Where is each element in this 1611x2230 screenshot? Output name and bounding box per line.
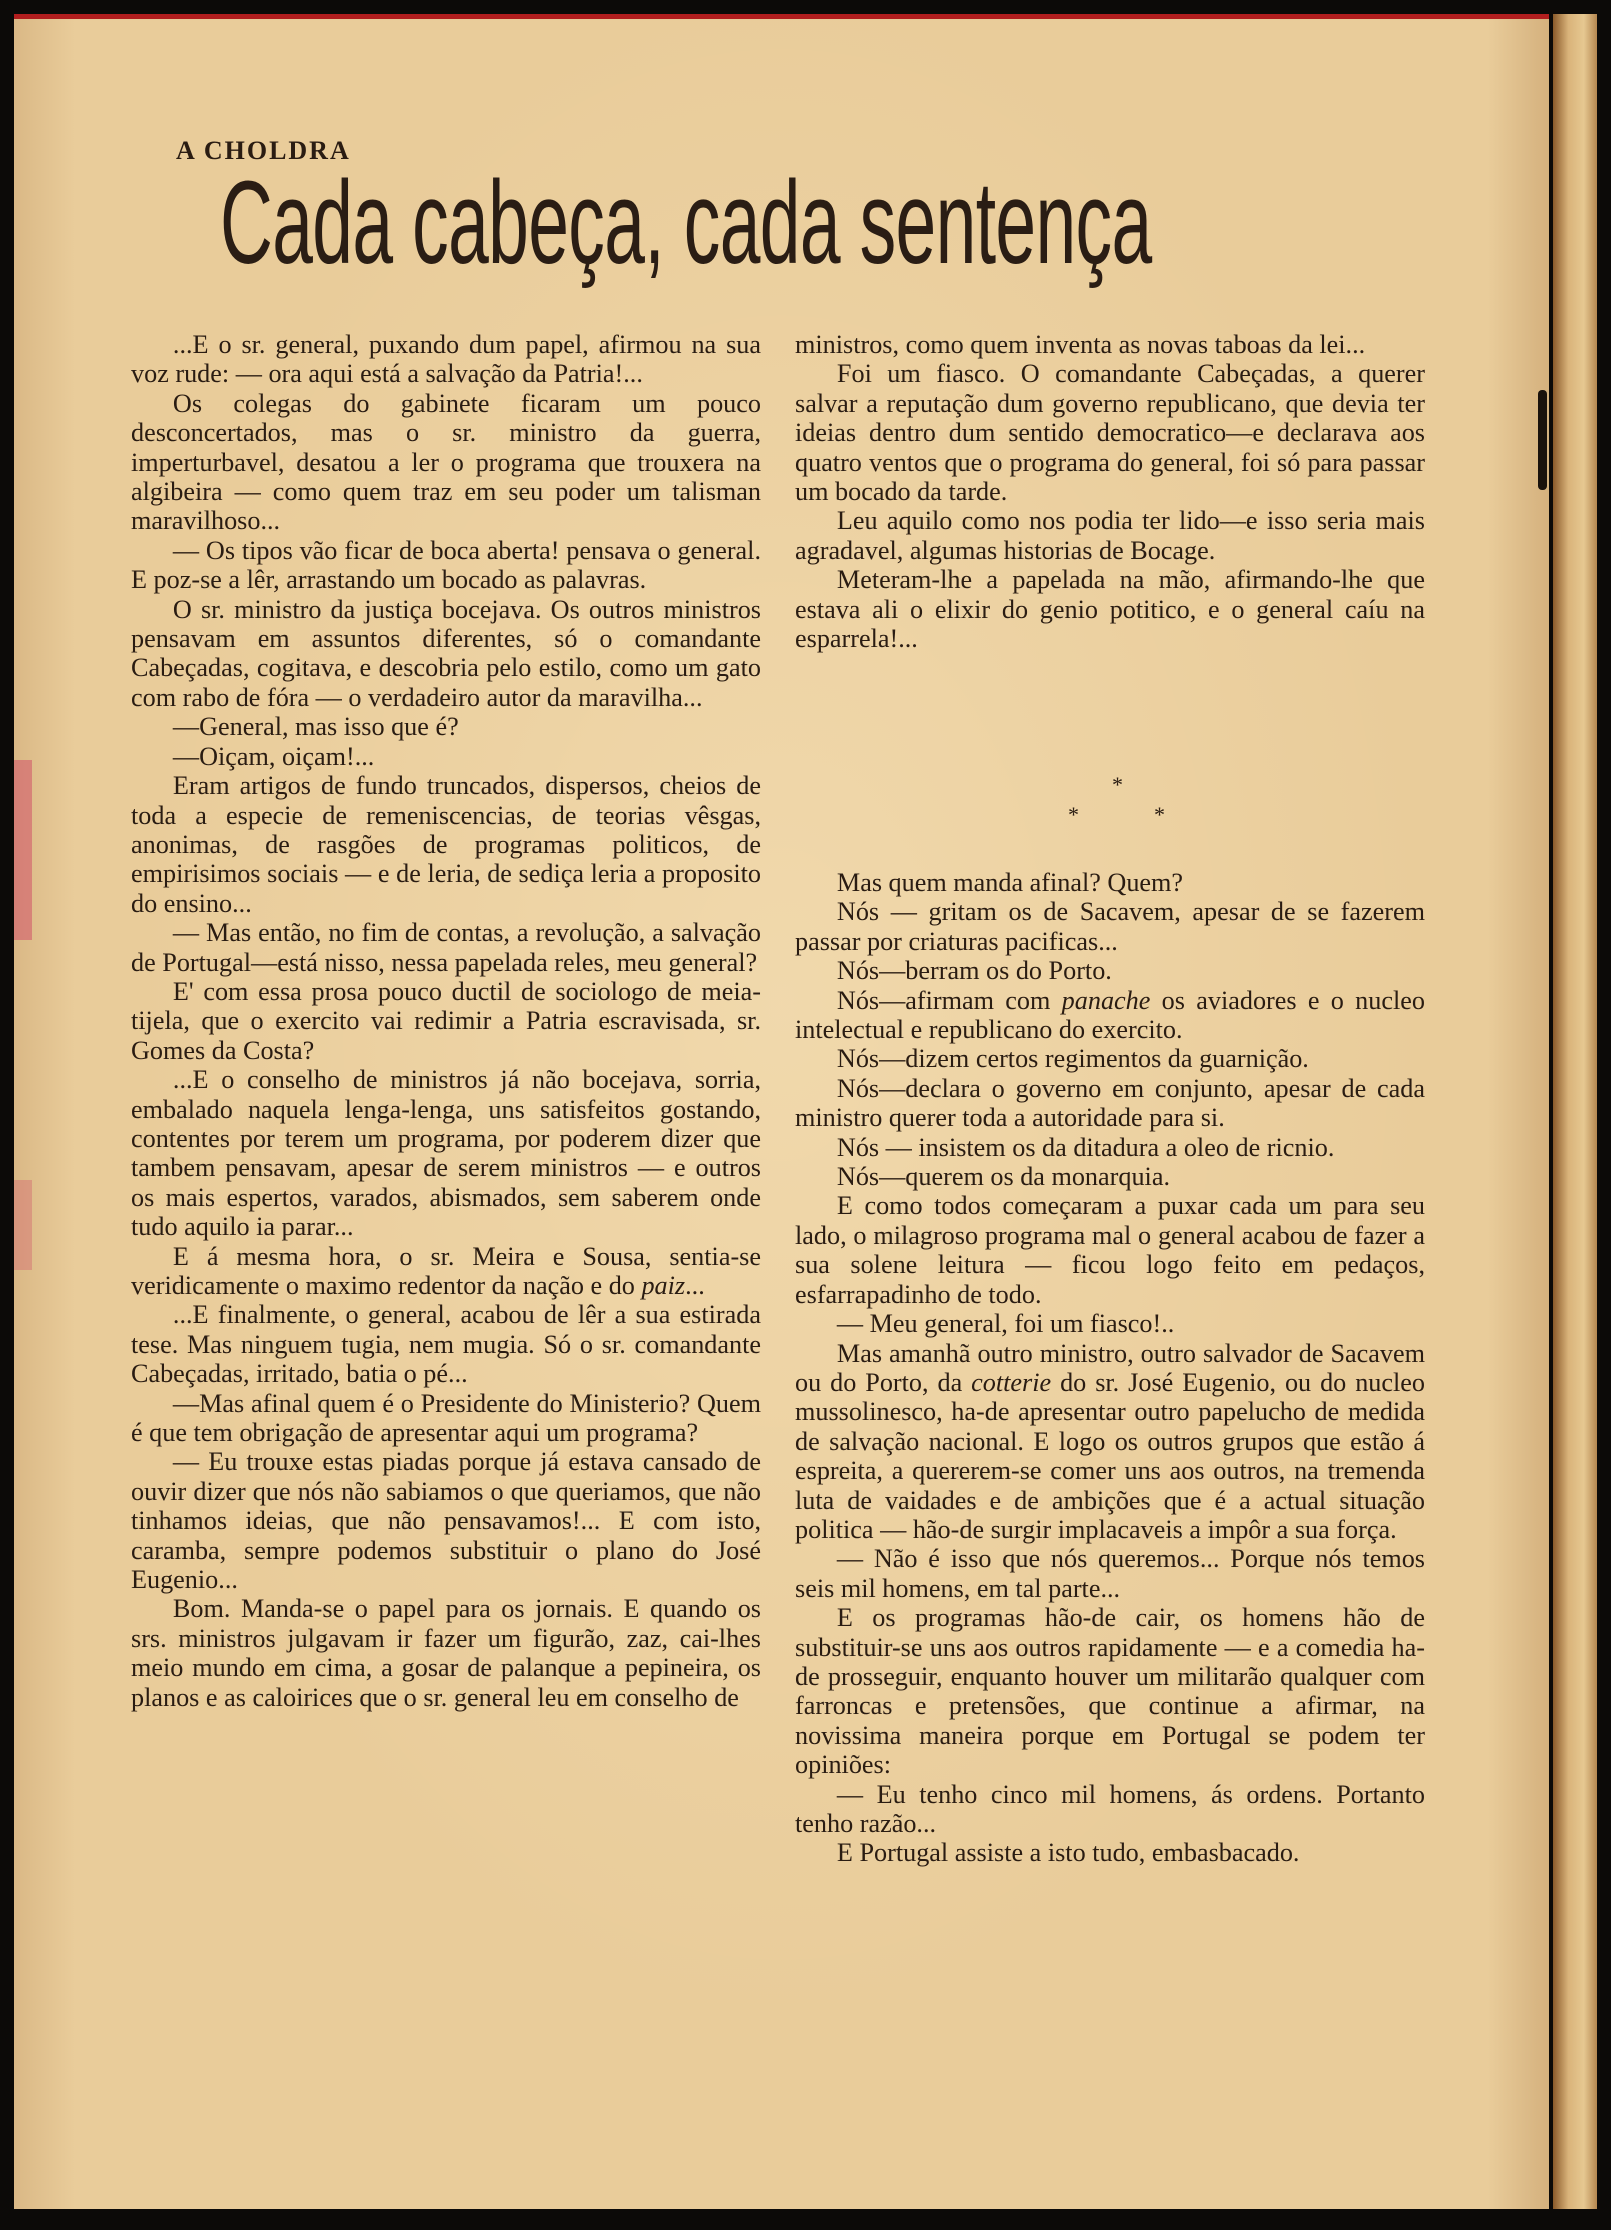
paragraph: Meteram-lhe a papelada na mão, afirmando-lhe que estava ali o elixir do genio potitico, e o general caíu na esparrela!...: [795, 565, 1425, 654]
paragraph: — Eu trouxe estas piadas porque já estava cansado de ouvir dizer que nós não sabiamos o que queriamos, que não tinhamos ideias, que não pensavamos!... E com isto, caramba, sempre podemos substituir o plano do José Eugenio...: [131, 1447, 761, 1595]
paragraph: E como todos começaram a puxar cada um para seu lado, o milagroso programa mal o general acabou de fazer a sua solene leitura — ficou logo feito em pedaços, esfarrapadinho de todo.: [795, 1191, 1425, 1309]
paragraph: Eram artigos de fundo truncados, dispersos, cheios de toda a especie de remeniscencias, de teorias vêsgas, anonimas, de rasgões de programas politicos, de empirisimos sociais — e de leria, de sediça leria a proposito do ensino...: [131, 771, 761, 918]
paragraph: — Os tipos vão ficar de boca aberta! pensava o general. E poz-se a lêr, arrastando um bocado as palavras.: [131, 535, 761, 595]
paragraph: — Meu general, foi um fiasco!..: [836, 1309, 1175, 1339]
red-ink-stain: [14, 760, 32, 940]
paragraph: Nós — insistem os da ditadura a oleo de ricnio.: [836, 1132, 1335, 1162]
paragraph: Mas quem manda afinal? Quem?: [836, 868, 1184, 897]
paragraph: —Oiçam, oiçam!...: [172, 741, 375, 771]
separator-star: *: [1068, 802, 1079, 827]
paragraph: — Eu tenho cinco mil homens, ás ordens. Portanto tenho razão...: [795, 1779, 1425, 1838]
paragraph: E Portugal assiste a isto tudo, embasbacado.: [836, 1838, 1300, 1868]
paragraph: Os colegas do gabinete ficaram um pouco desconcertados, mas o sr. ministro da guerra, imperturbavel, desatou a ler o programa que trouxera na algibeira — como quem traz em seu poder um talisman maravilhoso...: [131, 388, 761, 536]
paragraph: Mas amanhã outro ministro, outro salvador de Sacavem ou do Porto, da cotterie do sr. José Eugenio, ou do nucleo mussolinesco, ha-de apresentar outro papelucho de medida de salvação nacional. E logo os outros grupos que estão á espreita, a quererem-se comer uns aos outros, na tremenda luta de vaidades e de ambições que é a actual situação politica — hão-de surgir implacaveis a impôr a sua força.: [795, 1338, 1426, 1544]
paragraph: Foi um fiasco. O comandante Cabeçadas, a querer salvar a reputação dum governo republicano, que devia ter ideias dentro dum sentido democratico—e declarava aos quatro ventos que o programa do general, foi só para passar um bocado da tarde.: [795, 359, 1425, 507]
paragraph: —Mas afinal quem é o Presidente do Ministerio? Quem é que tem obrigação de apresentar aqui um programa?: [131, 1388, 761, 1448]
paragraph: — Não é isso que nós queremos... Porque nós temos seis mil homens, em tal parte...: [795, 1544, 1425, 1603]
paragraph: Nós—querem os da monarquia.: [836, 1162, 1170, 1192]
section-separator: [1050, 772, 1190, 832]
paragraph: ...E o sr. general, puxando dum papel, afirmou na sua voz rude: — ora aqui está a salvação da Patria!...: [131, 330, 761, 389]
paragraph: — Mas então, no fim de contas, a revolução, a salvação de Portugal—está nisso, nessa papelada reles, meu general?: [131, 918, 761, 977]
paragraph: ...E finalmente, o general, acabou de lêr a sua estirada tese. Mas ninguem tugia, nem mugia. Só o sr. comandante Cabeçadas, irritado, batia o pé...: [131, 1300, 761, 1389]
paragraph: Nós — gritam os de Sacavem, apesar de se fazerem passar por criaturas pacificas...: [795, 897, 1425, 956]
paragraph: E os programas hão-de cair, os homens hão de substituir-se uns aos outros rapidamente — e a comedia ha-de prosseguir, enquanto houver um militarão qualquer com farroncas e pretensões, que continue a afirmar, na novissima maneira porque em Portugal se podem ter opiniões:: [795, 1603, 1425, 1780]
adjacent-page-edge: [1553, 14, 1597, 2209]
paragraph: Leu aquilo como nos podia ter lido—e isso seria mais agradavel, algumas historias de Bocage.: [795, 506, 1425, 565]
paragraph: —General, mas isso que é?: [172, 712, 459, 742]
separator-star: *: [1112, 772, 1123, 797]
paragraph: E' com essa prosa pouco ductil de sociologo de meia-tijela, que o exercito vai redimir a Patria escravisada, sr. Gomes da Costa?: [131, 976, 761, 1065]
article-title: Cada cabeça, cada sentença: [220, 157, 1152, 289]
paragraph: O sr. ministro da justiça bocejava. Os outros ministros pensavam em assuntos diferentes, só o comandante Cabeçadas, cogitava, e descobria pelo estilo, como um gato com rabo de fóra — o verdadeiro autor da maravilha...: [131, 594, 761, 712]
left-column: [131, 330, 761, 1712]
running-title: A CHOLDRA: [176, 136, 351, 165]
separator-star: *: [1154, 802, 1165, 827]
ink-blot: [1538, 390, 1547, 490]
paragraph: Nós—declara o governo em conjunto, apesar de cada ministro querer toda a autoridade para si.: [795, 1073, 1425, 1133]
right-column-top: [795, 330, 1425, 653]
paragraph: E á mesma hora, o sr. Meira e Sousa, sentia-se veridicamente o maximo redentor da nação e do paiz...: [131, 1241, 761, 1300]
paragraph: Nós—dizem certos regimentos da guarnição.: [836, 1044, 1309, 1074]
paragraph: ...E o conselho de ministros já não bocejava, sorria, embalado naquela lenga-lenga, uns satisfeitos gostando, contentes por terem um programa, por poderem dizer que tambem pensavam, apesar de serem ministros — e outros os mais espertos, varados, abismados, sem saberem onde tudo aquilo ia parar...: [131, 1065, 761, 1242]
paragraph: Bom. Manda-se o papel para os jornais. E quando os srs. ministros julgavam ir fazer um figurão, zaz, cai-lhes meio mundo em cima, a gosar de palanque a pepineira, os planos e as caloirices que o sr. general leu em conselho de: [131, 1594, 761, 1712]
paragraph: Nós—afirmam com panache os aviadores e o nucleo intelectual e republicano do exercito.: [795, 985, 1425, 1045]
red-ink-stain: [14, 1180, 32, 1270]
paragraph: ministros, como quem inventa as novas taboas da lei...: [795, 330, 1366, 359]
right-column-bottom: [795, 868, 1425, 1868]
paragraph: Nós—berram os do Porto.: [836, 956, 1112, 986]
